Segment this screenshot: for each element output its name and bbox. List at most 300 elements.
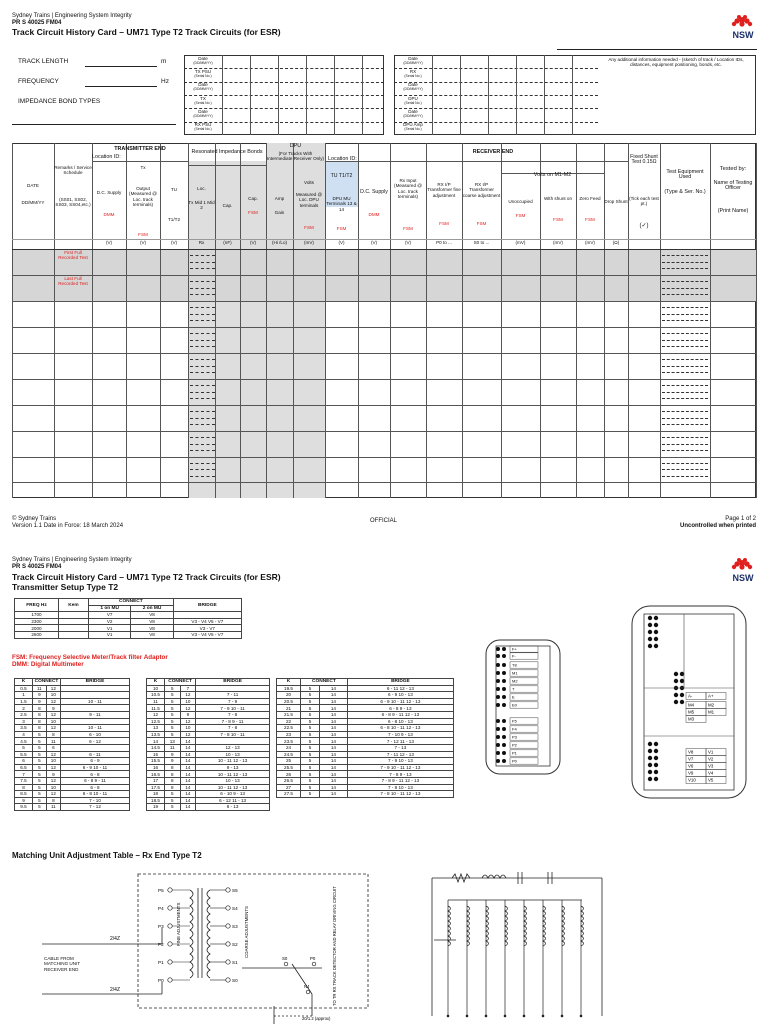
terminal-label: V4	[708, 770, 714, 776]
terminal-dot	[654, 742, 658, 746]
unit-label-15: (mV)	[585, 240, 595, 245]
test-equip-sub: (Type & Ser. No.)	[664, 189, 706, 195]
k-cell: 5	[33, 791, 47, 798]
k-cell: 14	[319, 751, 347, 758]
k-cell: 17	[147, 777, 165, 784]
k-cell: 11	[46, 804, 60, 811]
k-cell: 12	[180, 718, 196, 725]
equipment-right-label-text-3: DPU	[408, 95, 418, 101]
table-entry-row[interactable]	[54, 379, 756, 405]
terminal-label: V7	[688, 756, 694, 762]
k-row	[147, 771, 270, 778]
secondary-tap	[226, 888, 230, 892]
k-cell: 10 - 13	[196, 751, 270, 758]
k-cell: 16.5	[147, 771, 165, 778]
k-row	[147, 791, 270, 798]
k-cell: 7 - 11 12 - 13	[347, 751, 453, 758]
primary-tap-label: P4	[158, 906, 164, 911]
freq-cell: V3 - V7	[173, 625, 241, 632]
k-cell: 14	[180, 784, 196, 791]
k-row	[15, 771, 130, 778]
terminal-label: V8	[688, 749, 694, 755]
k-row	[277, 777, 454, 784]
last-full-label: Last Full Recorded Test	[58, 275, 88, 287]
k-cell: 6 - 11 12 - 13	[347, 685, 453, 692]
k-cell: 14	[180, 791, 196, 798]
k-cell: 14	[180, 751, 196, 758]
terminal-label: M2	[512, 678, 518, 684]
dpu-amp: Amp	[274, 196, 285, 201]
remarks-sub: (SS01, SS02, SS03, SS04,etc.)	[55, 197, 91, 208]
link-label: NJ	[304, 984, 310, 989]
equipment-right-entry-field[interactable]	[432, 95, 598, 108]
equipment-right-sub-text-0: (DD/MM/YY)	[403, 60, 423, 65]
rx-ip-fine: RX I/P Transformer fine adjustment	[427, 182, 461, 198]
k-cell: 5	[301, 711, 320, 718]
k-cell: 7 - 12	[61, 804, 130, 811]
k-cell: 10	[46, 784, 60, 791]
link-label: S0	[282, 956, 288, 961]
k-cell: 10	[46, 718, 60, 725]
k-cell: 5	[165, 791, 181, 798]
k-row	[15, 777, 130, 784]
terminal-label: F4	[512, 726, 517, 732]
unit-label-10: (V)	[404, 240, 412, 245]
terminal-dot	[496, 647, 500, 651]
primary-tap	[168, 924, 172, 928]
k-cell: 14	[319, 718, 347, 725]
table-entry-row[interactable]	[54, 431, 756, 457]
primary-tap	[168, 906, 172, 910]
dmm-note: DMM: Digital Multimeter	[12, 661, 84, 668]
k-cell: 1	[15, 692, 33, 699]
k-cell: 7 - 8 10 - 11 12 - 13	[347, 791, 453, 798]
k-cell: 1.5	[15, 698, 33, 705]
freq-cell: 1700	[15, 612, 59, 619]
k-cell: 5	[301, 692, 320, 699]
terminal-dot	[680, 679, 684, 683]
terminal-dot	[496, 727, 500, 731]
k-row	[277, 751, 454, 758]
terminal-label: V2	[708, 756, 714, 762]
terminal-dot	[654, 756, 658, 760]
k-cell: 5	[301, 791, 320, 798]
k-cell: 12	[147, 711, 165, 718]
table-entry-row[interactable]	[54, 457, 756, 483]
k-cell: 9	[33, 698, 47, 705]
track-length-input[interactable]	[85, 66, 157, 67]
terminal-dot	[502, 679, 506, 683]
k-cell: 5	[165, 705, 181, 712]
k-cell: 14	[319, 771, 347, 778]
freq-cell: V1	[89, 631, 131, 638]
k-cell: 5	[301, 784, 320, 791]
freq-row	[15, 618, 242, 625]
dpu-sub: (For Tracks With Intermediate Receiver Only)	[266, 151, 325, 162]
k-cell: 7 - 8 9 - 13	[347, 771, 453, 778]
k-cell: 24.5	[277, 751, 301, 758]
table-entry-row[interactable]	[54, 405, 756, 431]
equipment-right-sub-text-4: (DD/MM/YY)	[403, 113, 423, 118]
k-row	[15, 804, 130, 811]
freq-row	[15, 631, 242, 638]
k-cell: 11	[165, 744, 181, 751]
k-cell: 5	[33, 738, 47, 745]
equipment-left-sub-text-2: (DD/MM/YY)	[193, 87, 213, 92]
unit-label-4: (nF)	[223, 240, 232, 245]
freq-cell	[59, 631, 89, 638]
freq-cell: V7	[89, 612, 131, 619]
freq-cell	[59, 618, 89, 625]
matching-unit-title: Matching Unit Adjustment Table – Rx End Type T2	[12, 851, 202, 860]
equipment-left-entry-field[interactable]	[222, 55, 384, 68]
k-cell: 5.5	[15, 751, 33, 758]
equipment-right-sub-text-2: (DD/MM/YY)	[403, 87, 423, 92]
k-cell: 5	[301, 731, 320, 738]
k-cell: 12	[46, 751, 60, 758]
equipment-left-entry-field[interactable]	[222, 68, 384, 81]
terminal-dot	[502, 759, 506, 763]
table-entry-row[interactable]	[54, 327, 756, 353]
k-cell: 8	[165, 784, 181, 791]
resonated-bonds-header: Resonated Impedance Bonds	[191, 149, 263, 155]
equipment-right-sub-text-1: (Serial No.)	[404, 73, 422, 78]
bond-fsm: FSM	[248, 210, 258, 215]
track-length-label: TRACK LENGTH	[18, 58, 69, 65]
wire-label-bottom: 2/4Z	[110, 987, 121, 993]
k-cell: 5	[33, 797, 47, 804]
terminal-dot	[496, 695, 500, 699]
impedance-input[interactable]	[12, 124, 176, 125]
rx-dmm: DMM	[368, 212, 380, 217]
tx-col-header: Tx	[140, 165, 146, 170]
k-row	[147, 685, 270, 692]
rx-tu-t1t2: TU T1/T2	[330, 173, 353, 179]
k-cell: 14	[180, 764, 196, 771]
k-cell: 8	[165, 771, 181, 778]
frequency-input[interactable]	[85, 86, 157, 87]
primary-tap-label: P2	[158, 942, 164, 947]
terminal-dot	[502, 743, 506, 747]
k-cell: 14	[319, 705, 347, 712]
terminal-label: P0	[512, 758, 517, 764]
rx-dpu-mu-fsm: FSM	[336, 226, 347, 231]
k-cell: 6 - 8 10 - 13	[347, 718, 453, 725]
equipment-right-label-1	[394, 69, 432, 82]
tx-dmm: DMM	[103, 212, 115, 217]
k-cell: 6 - 9 10 - 11	[61, 764, 130, 771]
k-cell: 10 - 11	[61, 698, 130, 705]
volts-m1m2-header: Volts on M1-M2	[533, 172, 572, 178]
terminal-dot	[674, 679, 678, 683]
secondary-tap-label: S5	[232, 888, 238, 893]
k-cell: 5	[33, 777, 47, 784]
equipment-left-label-text-0: Date	[198, 55, 208, 61]
k-row	[147, 784, 270, 791]
tx-output: Output (Measured @ Loc. track terminals)	[129, 186, 157, 208]
primary-tap	[168, 960, 172, 964]
receiver-end-header: RECEIVER END	[472, 149, 514, 155]
equipment-right-entry-field[interactable]	[432, 55, 598, 68]
k-cell: 6	[46, 744, 60, 751]
k-cell: 14	[319, 744, 347, 751]
k-row	[147, 711, 270, 718]
k-cell: 7 - 8 9 - 11 12 - 13	[347, 777, 453, 784]
k-cell: 8	[165, 777, 181, 784]
terminal-dot	[648, 630, 652, 634]
k-cell: 7 - 9 10 - 13	[347, 758, 453, 765]
k-cell: 14	[319, 698, 347, 705]
rx-p0: P0 to ...	[436, 240, 452, 245]
k-cell: 5	[301, 764, 320, 771]
k-cell: 8	[33, 718, 47, 725]
k-cell: 9 - 11	[61, 711, 130, 718]
equipment-left-sub-text-5: (Serial No.)	[194, 127, 212, 132]
rx-input: Rx Input (Measured @ Loc. track terminals)	[394, 178, 422, 200]
terminal-dot	[654, 763, 658, 767]
matching-unit-schematic	[12, 866, 388, 1024]
freq-cell	[59, 625, 89, 632]
k-cell: 12	[46, 725, 60, 732]
secondary-tap	[226, 906, 230, 910]
k-cell: 10 - 11 12 - 13	[196, 784, 270, 791]
k-cell: 6 - 9 10 - 13	[347, 692, 453, 699]
unit-label-3: Rx	[198, 240, 205, 245]
footer-official: OFFICIAL	[370, 518, 398, 524]
k-cell: 14	[319, 777, 347, 784]
terminal-dot	[648, 756, 652, 760]
transmitter-setup-title: Transmitter Setup Type T2	[12, 582, 119, 592]
unit-label-6: (Hi /Lo)	[271, 240, 288, 245]
equipment-left-entry-field[interactable]	[222, 108, 384, 121]
k-row	[147, 738, 270, 745]
k-cell: 5	[301, 685, 320, 692]
k-cell: 12.5	[147, 718, 165, 725]
terminal-label: M1	[512, 670, 518, 676]
fixed-shunt-tick: (Tick each test pt.)	[629, 196, 659, 207]
k-cell: 7 - 12 11 - 13	[347, 738, 453, 745]
k-cell: 19.5	[277, 685, 301, 692]
k-cell: 14	[180, 771, 196, 778]
k-cell: 9	[165, 758, 181, 765]
k-cell: 14	[319, 738, 347, 745]
k-cell: 20	[277, 692, 301, 699]
terminal-dot	[674, 700, 678, 704]
link-label: P0	[310, 956, 316, 961]
k-cell: 6 - 12	[61, 738, 130, 745]
equipment-right-label-5	[394, 122, 432, 135]
equipment-left-entry-field[interactable]	[222, 122, 384, 135]
equipment-right-entry-field[interactable]	[432, 82, 598, 95]
k-row	[15, 685, 130, 692]
equipment-left-label-text-5: RX PSU	[194, 122, 212, 128]
k-cell: 14	[319, 711, 347, 718]
table-col-line	[756, 143, 757, 498]
k-cell: 8	[33, 711, 47, 718]
freq-cell: V8	[131, 625, 173, 632]
k-cell: 12	[180, 692, 196, 699]
equipment-left-entry-field[interactable]	[222, 82, 384, 95]
k-row	[277, 738, 454, 745]
k-cell: 18	[147, 791, 165, 798]
terminal-dot	[654, 777, 658, 781]
k-cell: 26.5	[277, 777, 301, 784]
k-row	[147, 705, 270, 712]
freq-cell: 2600	[15, 631, 59, 638]
equipment-left-label-text-1: TX PSU	[194, 68, 212, 74]
frequency-table: FREQ Hz Kem CONNECT BRIDGE 1 on MU 2 on MU 1700 V7 V8 2300 V2 V8 V3 - V4 V5 - V7 2000 V1 V8 V3 - V7 2600 V1 V8 V3 - V4 V5 - V7	[14, 598, 242, 639]
equipment-left-label-4	[184, 109, 222, 122]
terminal-dot	[648, 763, 652, 767]
k-cell: 5	[33, 804, 47, 811]
terminal-label: V6	[688, 763, 694, 769]
table-entry-row[interactable]	[54, 301, 756, 327]
k-cell: 6 - 8 9 - 13	[347, 705, 453, 712]
k-row	[277, 744, 454, 751]
k-cell: 5	[33, 784, 47, 791]
primary-tap	[168, 888, 172, 892]
terminal-label: M4	[688, 702, 695, 708]
k-cell: 5	[33, 764, 47, 771]
terminal-dot	[680, 700, 684, 704]
table-entry-row[interactable]	[54, 275, 756, 301]
primary-tap-label: P1	[158, 960, 164, 965]
terminal-dot	[502, 703, 506, 707]
bond-tx-mid: Tx Mid 1 Mid 2	[188, 200, 215, 211]
terminal-dot	[502, 735, 506, 739]
terminal-dot	[654, 749, 658, 753]
rx-input-fsm: FSM	[403, 226, 413, 231]
k-cell: 12	[46, 791, 60, 798]
equipment-right-label-text-5: DPU Amp	[403, 122, 423, 128]
terminal-dot	[496, 679, 500, 683]
equipment-left-label-3	[184, 96, 222, 109]
terminal-label: V10	[688, 777, 696, 783]
k-cell: 22	[277, 718, 301, 725]
equipment-right-label-text-1: RX	[409, 68, 417, 74]
k-cell: 2.5	[15, 711, 33, 718]
k-row	[15, 698, 130, 705]
fsm-note: FSM: Frequency Selective Meter/Track filter Adaptor	[12, 654, 168, 661]
equipment-right-entry-field[interactable]	[432, 108, 598, 121]
k-cell: 8	[33, 725, 47, 732]
k-cell: 14	[319, 685, 347, 692]
filter-circuit-diagram	[412, 866, 612, 1024]
k-cell: 15.5	[147, 758, 165, 765]
k-cell: 12	[180, 705, 196, 712]
k-cell: 5	[33, 744, 47, 751]
footer-uncontrolled: Uncontrolled when printed	[680, 523, 756, 529]
k-cell: 5	[165, 698, 181, 705]
k-cell: 9	[46, 771, 60, 778]
k-cell: 10 - 11 12 - 13	[196, 758, 270, 765]
k-cell: 14	[180, 797, 196, 804]
tx-tu: TU	[170, 187, 178, 192]
k-cell: 6 - 11	[61, 751, 130, 758]
k-cell: 11.5	[147, 705, 165, 712]
wire-label-top: 2/4Z	[110, 936, 121, 942]
k-table-2: K CONNECT BRIDGE 10 5 7 10.5 5 12 7 - 11 11 5 10 7 - 9 11.5 5 12 7 - 9 10 - 11 12 5 9 7 - 8 12.5 5 12 7 - 8 9 - 11 13 5 10 7 - 8 13.5 5 12 7 - 8 10 - 11 14 13 14 14.5 11 14 12 - 13 15 9 14 10 - 13 15.5 9 14 10 - 11 12 - 13 16 8 14 9 - 13 16.5 8 14 10 - 11 12 - 13 17 8 14 10 - 13 17.5 8 14 10 - 11 12 - 13 18 5 14 6 - 10 9 - 13 18.5 5 14 6 - 12 11 - 13 19 5 14 6 - 13	[146, 678, 270, 811]
k-cell: 2	[15, 705, 33, 712]
nsw-logo-text-2: NSW	[732, 573, 754, 583]
k-cell: 8.5	[15, 791, 33, 798]
impedance-label: IMPEDANCE BOND TYPES	[18, 98, 101, 105]
terminal-dot	[654, 770, 658, 774]
k-cell: 8	[46, 797, 60, 804]
k-cell: 6 - 10 9 - 13	[196, 791, 270, 798]
k-row	[147, 764, 270, 771]
k-cell: 8	[165, 764, 181, 771]
k-cell: 9 - 13	[196, 764, 270, 771]
equipment-right-entry-field[interactable]	[432, 122, 598, 135]
k-cell: 14	[180, 744, 196, 751]
k-cell: 14	[180, 738, 196, 745]
dpu-fsm: FSM	[304, 225, 314, 230]
terminal-label: V9	[688, 770, 694, 776]
k-row	[15, 797, 130, 804]
k-cell: 21	[277, 705, 301, 712]
k-row	[277, 771, 454, 778]
equipment-left-label-text-4: Date	[198, 108, 208, 114]
k-cell: 5	[165, 731, 181, 738]
k-row	[277, 705, 454, 712]
terminal-dot	[496, 735, 500, 739]
k-cell	[61, 692, 130, 699]
freq-cell: V1	[89, 625, 131, 632]
k-row	[15, 718, 130, 725]
k-cell: 0.5	[15, 685, 33, 692]
freq-cell: 2000	[15, 625, 59, 632]
k-cell	[196, 685, 270, 692]
k-cell: 18.5	[147, 797, 165, 804]
k-cell: 5	[165, 711, 181, 718]
equipment-right-label-text-0: Date	[408, 55, 418, 61]
secondary-tap	[226, 924, 230, 928]
equipment-right-entry-field[interactable]	[432, 68, 598, 81]
k-cell: 5	[33, 731, 47, 738]
tested-by-print: (Print Name)	[717, 208, 749, 214]
k-cell: 5	[165, 692, 181, 699]
equipment-left-sub-text-0: (DD/MM/YY)	[193, 60, 213, 65]
primary-tap	[168, 942, 172, 946]
terminal-dot	[496, 687, 500, 691]
k-row	[277, 784, 454, 791]
k-cell: 14	[319, 758, 347, 765]
k-cell: 14	[319, 692, 347, 699]
matching-unit-rx-panel	[484, 638, 562, 776]
unit-label-7: (mV)	[304, 240, 314, 245]
rx-fine-fsm: FSM	[439, 221, 449, 226]
k-cell	[61, 685, 130, 692]
rx-ip-coarse: RX I/P Transformer coarse adjustment	[462, 182, 501, 198]
k-cell: 24	[277, 744, 301, 751]
table-entry-row[interactable]	[54, 353, 756, 379]
freq-row	[15, 625, 242, 632]
table-entry-row[interactable]	[54, 249, 756, 275]
k-row	[277, 731, 454, 738]
equipment-left-entry-field[interactable]	[222, 95, 384, 108]
k-cell: 7	[15, 771, 33, 778]
k-cell: 6 - 8 9 - 11	[61, 777, 130, 784]
k-cell: 27.5	[277, 791, 301, 798]
k-cell: 11	[33, 685, 47, 692]
k-cell: 7	[180, 685, 196, 692]
k-cell: 5	[33, 758, 47, 765]
rx-dpu-mu: DPU MU Terminals 13 & 14	[326, 196, 357, 212]
rx-location-id: Location ID:	[328, 156, 357, 162]
k-row	[15, 764, 130, 771]
terminal-label: M1	[708, 709, 715, 715]
